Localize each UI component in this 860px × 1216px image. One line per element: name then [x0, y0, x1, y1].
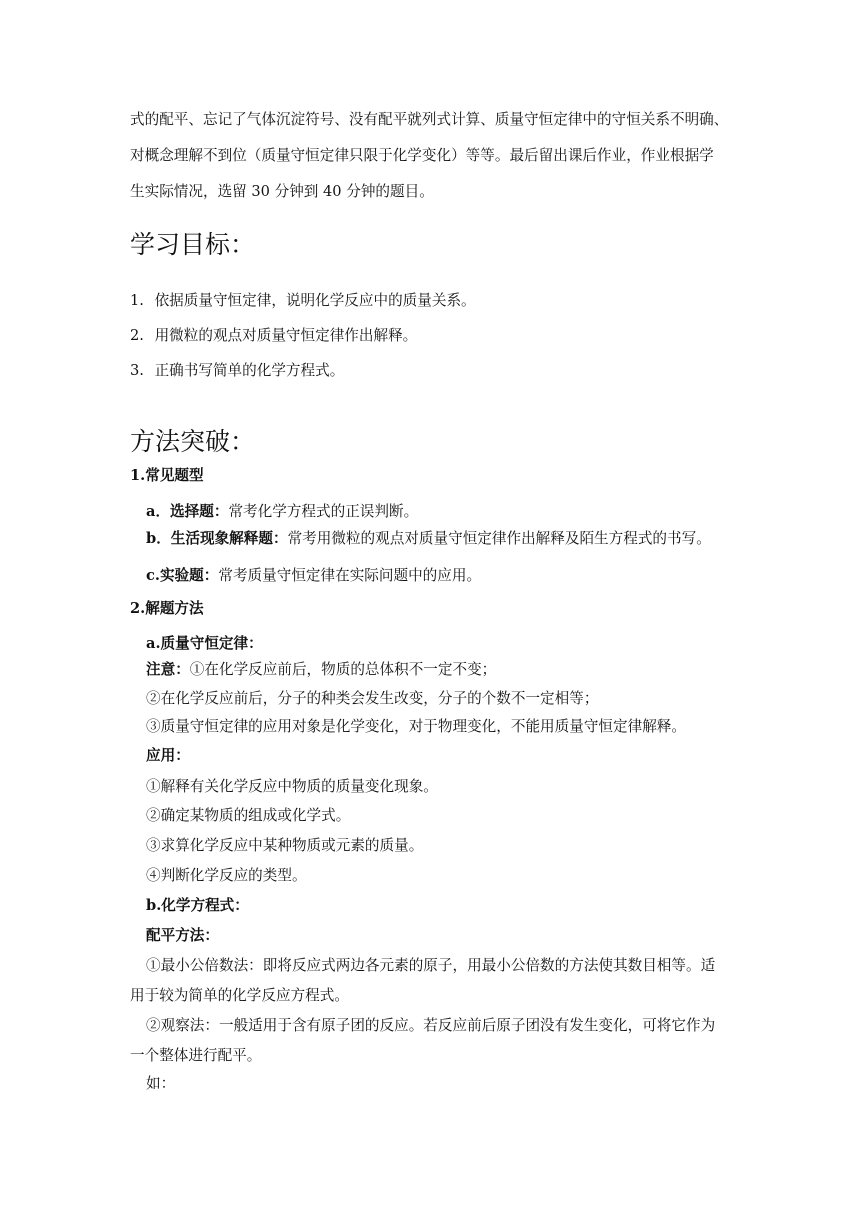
- section-1-title: 1.常见题型: [130, 467, 204, 484]
- question-type-c: [146, 566, 481, 586]
- method-1-line-1: ①最小公倍数法：即将反应式两边各元素的原子，用最小公倍数的方法使其数目相等。适: [146, 957, 716, 974]
- subsection-a-title: a.质量守恒定律：: [146, 635, 263, 652]
- example-label: 如：: [146, 1075, 176, 1092]
- goal-number: 2.: [130, 327, 144, 344]
- type-text: 常考质量守恒定律在实际问题中的应用。: [218, 567, 482, 584]
- balance-method-label: 配平方法：: [146, 927, 219, 944]
- type-text: 常考用微粒的观点对质量守恒定律作出解释及陌生方程式的书写。: [287, 530, 711, 547]
- type-label: c.实验题：: [146, 567, 219, 584]
- note-label: 注意：: [146, 661, 190, 678]
- goal-item-2: [130, 326, 417, 346]
- type-text: 常考化学方程式的正误判断。: [228, 503, 419, 520]
- note-line-1: [146, 660, 496, 680]
- intro-line-2: 对概念理解不到位（质量守恒定律只限于化学变化）等等。最后留出课后作业，作业根据学: [130, 147, 714, 164]
- goal-number: 1.: [130, 292, 144, 309]
- intro-line-3: 生实际情况，选留 30 分钟到 40 分钟的题目。: [130, 183, 434, 200]
- goals-heading: 学习目标：: [130, 230, 256, 259]
- goal-number: 3.: [130, 362, 144, 379]
- note-line-2: ②在化学反应前后，分子的种类会发生改变，分子的个数不一定相等；: [146, 690, 599, 707]
- goal-text: 正确书写简单的化学方程式。: [154, 362, 345, 379]
- goal-item-1: [130, 291, 476, 311]
- application-label: 应用：: [146, 747, 190, 764]
- application-item-4: ④判断化学反应的类型。: [146, 867, 307, 884]
- application-item-2: ②确定某物质的组成或化学式。: [146, 807, 351, 824]
- application-item-3: ③求算化学反应中某种物质或元素的质量。: [146, 837, 424, 854]
- methods-heading: 方法突破：: [130, 427, 256, 456]
- type-label: b．生活现象解释题：: [146, 530, 288, 547]
- type-label: a．选择题：: [146, 503, 229, 520]
- goal-item-3: [130, 361, 344, 381]
- intro-line-1: 式的配平、忘记了气体沉淀符号、没有配平就列式计算、质量守恒定律中的守恒关系不明确、: [130, 111, 729, 128]
- method-2-line-2: 一个整体进行配平。: [130, 1047, 262, 1064]
- goal-text: 用微粒的观点对质量守恒定律作出解释。: [154, 327, 418, 344]
- note-line-3: ③质量守恒定律的应用对象是化学变化，对于物理变化，不能用质量守恒定律解释。: [146, 718, 686, 735]
- application-item-1: ①解释有关化学反应中物质的质量变化现象。: [146, 778, 438, 795]
- section-2-title: 2.解题方法: [130, 600, 204, 617]
- question-type-b: [146, 529, 711, 549]
- question-type-a: [146, 502, 418, 522]
- method-2-line-1: ②观察法：一般适用于含有原子团的反应。若反应前后原子团没有发生变化，可将它作为: [146, 1017, 716, 1034]
- note-text: ①在化学反应前后，物质的总体积不一定不变；: [189, 661, 497, 678]
- subsection-b-title: b.化学方程式：: [146, 897, 249, 914]
- method-1-line-2: 用于较为简单的化学反应方程式。: [130, 987, 349, 1004]
- goal-text: 依据质量守恒定律，说明化学反应中的质量关系。: [154, 292, 476, 309]
